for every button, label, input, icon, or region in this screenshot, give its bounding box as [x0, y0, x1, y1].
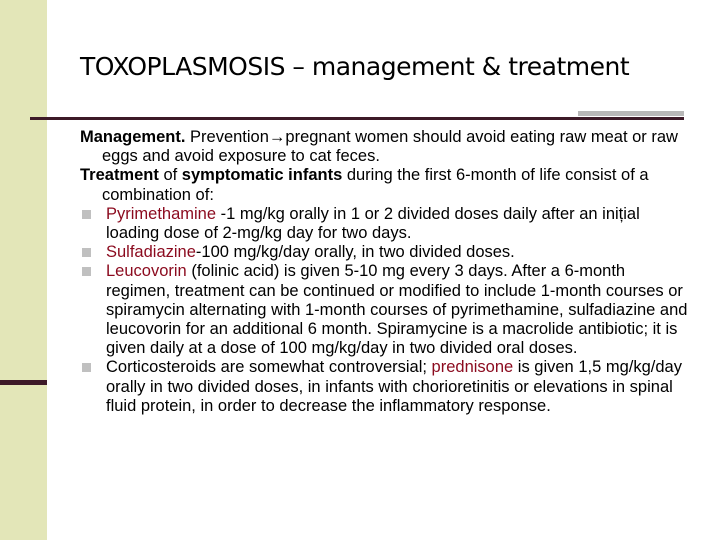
management-text-a: Prevention [185, 128, 269, 146]
drug-name: Sulfadiazine [106, 243, 196, 262]
list-item-sulfadiazine [80, 243, 690, 262]
title-divider [30, 117, 684, 120]
treatment-paragraph [80, 166, 690, 204]
treatment-label: Treatment [80, 166, 159, 185]
square-bullet-icon [82, 248, 91, 257]
list-item-corticosteroids [80, 358, 690, 416]
drug-pretext: Corticosteroids are somewhat controversial; [106, 358, 432, 377]
square-bullet-icon [82, 210, 91, 219]
management-paragraph [80, 128, 690, 166]
list-item-leucovorin [80, 262, 690, 358]
drug-text: (folinic acid) is given 5-10 mg every 3 days. After a 6-month regimen, treatment can be continued or modified to include 1-month courses or spiramycin alternating with 1-month courses of pyrimethamine, sulfadiazine and leucovorin for an additional 6 month. Spiramycine is a macrolide antibiotic; it is given daily at a dose of 100 mg/kg/day in two divided oral doses. [106, 262, 688, 358]
title-rule-accent [578, 111, 684, 116]
management-text-b: pregnant women should avoid eating raw meat or raw eggs and avoid exposure to cat feces. [102, 128, 678, 166]
drug-text: -1 mg/kg orally in 1 or 2 divided doses daily after an inițial loading dose of 2-mg/kg day for two days. [106, 204, 640, 243]
list-item-pyrimethamine [80, 205, 690, 243]
drug-name: Pyrimethamine [106, 204, 217, 223]
square-bullet-icon [82, 363, 91, 372]
drug-text: is given 1,5 mg/kg/day orally in two divided doses, in infants with chorioretinitis or elevations in spinal fluid protein, in order to decrease the inflammatory response. [106, 358, 682, 415]
management-label: Management. [80, 128, 186, 146]
treatment-text-a: of [158, 166, 182, 185]
left-sidebar-band [0, 0, 47, 540]
square-bullet-icon [82, 267, 91, 276]
drug-name: prednisone [431, 358, 514, 377]
treatment-text-b: during the first 6-month of life consist of a combination of: [102, 166, 649, 204]
right-arrow-icon: → [268, 128, 286, 146]
sidebar-accent-line [0, 380, 47, 385]
treatment-emphasis: symptomatic infants [181, 166, 343, 185]
slide-title: TOXOPLASMOSIS – management & treatment [80, 52, 630, 81]
drug-text: -100 mg/kg/day orally, in two divided doses. [195, 243, 515, 262]
drug-name: Leucovorin [106, 262, 187, 281]
treatment-list [80, 205, 690, 416]
slide-body [80, 128, 690, 416]
